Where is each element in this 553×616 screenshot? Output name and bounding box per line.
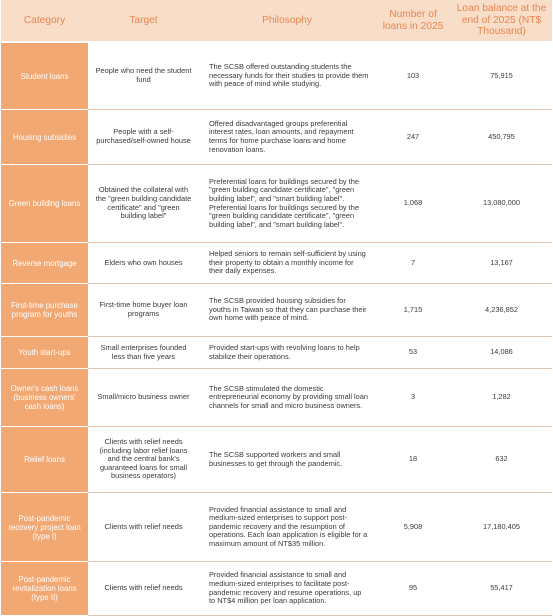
row-number-of-loans: 247 [375, 110, 451, 165]
row-category: Student loans [1, 43, 88, 110]
header-target: Target [88, 0, 199, 43]
table-row [1, 43, 552, 110]
row-target: Clients with relief needs [88, 493, 199, 562]
row-category: Green building loans [1, 165, 88, 243]
table-row [1, 562, 552, 616]
header-philosophy: Philosophy [199, 0, 375, 43]
row-loan-balance: 632 [451, 427, 552, 493]
row-target: Obtained the collateral with the "green building candidate certificate" and "green building label" [88, 165, 199, 243]
row-target: People with a self-purchased/self-owned house [88, 110, 199, 165]
row-number-of-loans: 1,715 [375, 284, 451, 337]
row-number-of-loans: 53 [375, 337, 451, 369]
header-category: Category [1, 0, 88, 43]
table-row [1, 165, 552, 243]
row-loan-balance: 75,915 [451, 43, 552, 110]
row-category: Post-pandemic revitalization loans (type II) [1, 562, 88, 616]
row-loan-balance: 14,086 [451, 337, 552, 369]
row-philosophy: Provided financial assistance to small and medium-sized enterprises to support post-pandemic recovery and the resumption of operations. Each loan application is eligible for a maximum amount of NT$35 million. [199, 493, 375, 562]
row-number-of-loans: 7 [375, 243, 451, 284]
row-number-of-loans: 1,068 [375, 165, 451, 243]
row-philosophy: Provided financial assistance to small and medium-sized enterprises to facilitate post-pandemic recovery and resume operations, up to NT$4 million per loan application. [199, 562, 375, 616]
row-loan-balance: 1,282 [451, 369, 552, 427]
table-row [1, 369, 552, 427]
row-philosophy: The SCSB offered outstanding students the necessary funds for their studies to provide them with peace of mind while studying. [199, 43, 375, 110]
row-philosophy: The SCSB provided housing subsidies for youths in Taiwan so that they can purchase their own home with peace of mind. [199, 284, 375, 337]
row-loan-balance: 17,180,405 [451, 493, 552, 562]
row-philosophy: Offered disadvantaged groups preferential interest rates, loan amounts, and repayment terms for home purchase loans and home renovation loans. [199, 110, 375, 165]
row-category: Youth start-ups [1, 337, 88, 369]
row-loan-balance: 13,080,000 [451, 165, 552, 243]
row-loan-balance: 450,795 [451, 110, 552, 165]
header-number-of-loans: Number of loans in 2025 [375, 0, 451, 43]
row-target: Small enterprises founded less than five years [88, 337, 199, 369]
row-loan-balance: 13,167 [451, 243, 552, 284]
table-row [1, 493, 552, 562]
table-row [1, 337, 552, 369]
header-loan-balance: Loan balance at the end of 2025 (NT$ Thousand) [451, 0, 552, 43]
row-number-of-loans: 103 [375, 43, 451, 110]
row-number-of-loans: 5,908 [375, 493, 451, 562]
row-philosophy: The SCSB stimulated the domestic entrepreneurial economy by providing small loan channels for small and micro business owners. [199, 369, 375, 427]
row-target: Clients with relief needs [88, 562, 199, 616]
row-target: First-time home buyer loan programs [88, 284, 199, 337]
row-category: First-time purchase program for youths [1, 284, 88, 337]
row-loan-balance: 55,417 [451, 562, 552, 616]
row-target: Clients with relief needs (including labor relief loans and the central bank's guaranteed loans for small business operators) [88, 427, 199, 493]
row-target: Elders who own houses [88, 243, 199, 284]
row-loan-balance: 4,236,852 [451, 284, 552, 337]
row-category: Relief loans [1, 427, 88, 493]
row-category: Reverse mortgage [1, 243, 88, 284]
row-target: People who need the student fund [88, 43, 199, 110]
loan-programs-table [1, 0, 552, 616]
row-category: Housing subsidies [1, 110, 88, 165]
row-philosophy: Preferential loans for buildings secured by the "green building candidate certificate", "green building label", and "smart building label". Preferential loans for buildings secured by the "green building candidate certificate", "green building label", and "smart building label". [199, 165, 375, 243]
table-row [1, 427, 552, 493]
row-philosophy: Helped seniors to remain self-sufficient by using their property to obtain a monthly income for their daily expenses. [199, 243, 375, 284]
table-row [1, 284, 552, 337]
row-target: Small/micro business owner [88, 369, 199, 427]
table-header-row [1, 0, 552, 43]
table-row [1, 243, 552, 284]
row-philosophy: Provided start-ups with revolving loans to help stabilize their operations. [199, 337, 375, 369]
table-row [1, 110, 552, 165]
row-number-of-loans: 18 [375, 427, 451, 493]
row-number-of-loans: 3 [375, 369, 451, 427]
row-category: Post-pandemic recovery project loan (type I) [1, 493, 88, 562]
row-category: Owner's cash loans (business owners' cash loans) [1, 369, 88, 427]
row-philosophy: The SCSB supported workers and small businesses to get through the pandemic. [199, 427, 375, 493]
row-number-of-loans: 95 [375, 562, 451, 616]
